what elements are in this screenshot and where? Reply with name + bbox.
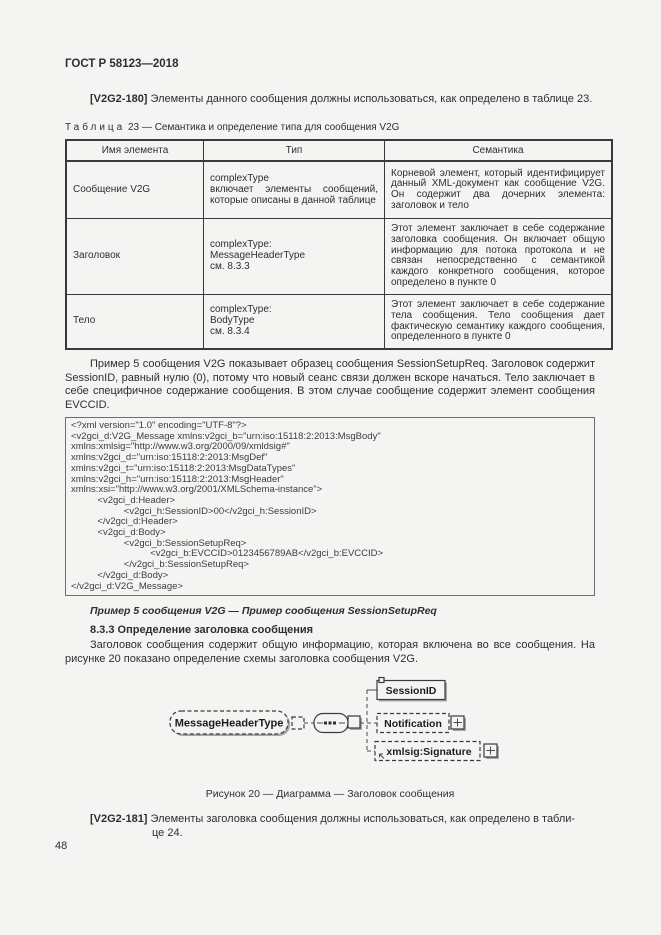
sessionid-attribute-marker-icon: [379, 678, 384, 683]
requirement-text-line1: Элементы заголовка сообщения должны использоваться, как определено в табли-: [150, 813, 576, 826]
requirement-text-line2: це 24.: [152, 826, 183, 839]
type-line: см. 8.3.3: [210, 260, 250, 272]
cell-element-semantics: Этот элемент заключает в себе содержание тела сообщения. Тело сообщения дает фактическую семантику каждого сообщения, определенного в пункте 0: [385, 294, 613, 349]
paragraph-v2g2-181: [65, 813, 595, 840]
column-header-name: Имя элемента: [66, 140, 204, 161]
figure-20-diagram: [160, 670, 595, 782]
type-line: см. 8.3.4: [210, 326, 250, 338]
section-intro-paragraph: Заголовок сообщения содержит общую информацию, которая включена во все сообщения. На рисунке 20 показано определение схемы заголовка сообщения V2G.: [65, 639, 595, 665]
root-collapse-icon: [292, 717, 304, 729]
code-line: </v2gci_b:SessionSetupReq>: [71, 560, 249, 571]
signature-label: xmlsig:Signature: [386, 746, 472, 759]
root-node-label: MessageHeaderType: [174, 717, 284, 730]
root-type-node: [170, 711, 304, 736]
standard-code: ГОСТ Р 58123—2018: [65, 58, 179, 70]
sessionid-label: SessionID: [385, 685, 437, 698]
paragraph-v2g2-180: [65, 93, 595, 106]
code-line: <?xml version="1.0" encoding="UTF-8"?>: [71, 421, 247, 432]
sequence-dot-icon: [333, 722, 336, 725]
type-line: включает элементы сообщений, которые описаны в данной таблице: [210, 183, 378, 206]
section-heading-8-3-3: 8.3.3 Определение заголовка сообщения: [90, 624, 314, 637]
code-line: <v2gci_d:Body>: [71, 528, 166, 539]
code-line: xmlns:v2gci_d="urn:iso:15118:2:2013:MsgDef": [71, 453, 268, 464]
child-node-notification: [367, 714, 466, 733]
cell-element-semantics: Корневой элемент, который идентифицирует данный XML-документ как сообщение V2G. Он содержит два дочерних элемента: заголовок и тело: [385, 161, 613, 218]
page-number: 48: [55, 840, 68, 852]
table-row: [66, 161, 612, 218]
code-line: xmlns:v2gci_h="urn:iso:15118:2:2013:MsgHeader": [71, 474, 284, 485]
sequence-dot-icon: [329, 722, 332, 725]
figure-caption: Рисунок 20 — Диаграмма — Заголовок сообщения: [205, 788, 455, 801]
table-row: [66, 294, 612, 349]
code-line: </v2gci_d:Header>: [71, 517, 178, 528]
cell-element-type: [204, 161, 385, 218]
cell-element-semantics: Этот элемент заключает в себе содержание заголовка сообщения. Он включает общую информацию для потока протокола и не связан непосредственно с семантикой каждого конкретного сообщения, которое определено в пункте 0: [385, 218, 613, 294]
table-row: [66, 218, 612, 294]
table-caption-number: 23: [128, 122, 140, 134]
code-line: xmlns:v2gci_t="urn:iso:15118:2:2013:MsgDataTypes": [71, 463, 296, 474]
type-line: complexType: [210, 172, 269, 184]
type-line: complexType:: [210, 304, 272, 316]
child-node-signature: [367, 742, 499, 761]
table-caption-dash: —: [141, 122, 152, 134]
code-line: xmlns:xsi="http://www.w3.org/2001/XMLSchema-instance">: [71, 485, 323, 496]
code-line: <v2gci_d:Header>: [71, 495, 176, 506]
table-caption: [65, 122, 595, 134]
code-line: <v2gci_h:SessionID>00</v2gci_h:SessionID>: [71, 506, 317, 517]
column-header-type: Тип: [204, 140, 385, 161]
table-caption-word: Таблица: [65, 122, 126, 134]
code-line: <v2gci_d:V2G_Message xmlns:v2gci_b="urn:iso:15118:2:2013:MsgBody": [71, 431, 381, 442]
code-line: </v2gci_d:V2G_Message>: [71, 581, 183, 592]
requirement-tag: [V2G2-180]: [90, 93, 148, 105]
type-line: MessageHeaderType: [210, 250, 306, 261]
table-header-row: [66, 140, 612, 161]
schema-diagram-svg: [160, 670, 510, 782]
code-line: <v2gci_b:EVCCID>0123456789AB</v2gci_b:EVCCID>: [71, 549, 384, 560]
table-caption-text: Семантика и определение типа для сообщения V2G: [154, 122, 400, 134]
column-header-semantics: Семантика: [385, 140, 613, 161]
cell-element-name: Сообщение V2G: [66, 161, 204, 218]
sequence-node: [314, 714, 362, 733]
cell-element-type: [204, 218, 385, 294]
notification-label: Notification: [384, 718, 442, 731]
cell-element-type: [204, 294, 385, 349]
table-23: [65, 139, 613, 350]
example-caption: Пример 5 сообщения V2G — Пример сообщения SessionSetupReq: [90, 605, 437, 618]
code-line: </v2gci_d:Body>: [71, 570, 169, 581]
code-line: <v2gci_b:SessionSetupReq>: [71, 538, 247, 549]
type-line: BodyType: [210, 315, 255, 327]
cell-element-name: Заголовок: [66, 218, 204, 294]
sequence-expand-icon: [348, 716, 360, 728]
sequence-dot-icon: [324, 722, 327, 725]
child-node-sessionid: [367, 678, 447, 702]
example-intro-paragraph: Пример 5 сообщения V2G показывает образец сообщения SessionSetupReq. Заголовок содержит SessionID, равный нулю (0), потому что новый сеанс связи должен вскоре начаться. Тело заключает в себе специфичное содержание сообщения. В этом случае сообщение содержит элемент сообщения EVCCID.: [65, 358, 595, 411]
requirement-text: Элементы данного сообщения должны использоваться, как определено в таблице 23.: [150, 93, 593, 105]
xml-code-block: [65, 417, 595, 596]
type-line: complexType:: [210, 239, 272, 251]
cell-element-name: Тело: [66, 294, 204, 349]
code-line: xmlns:xmlsig="http://www.w3.org/2000/09/xmldsig#": [71, 442, 290, 453]
requirement-tag: [V2G2-181]: [90, 813, 148, 826]
